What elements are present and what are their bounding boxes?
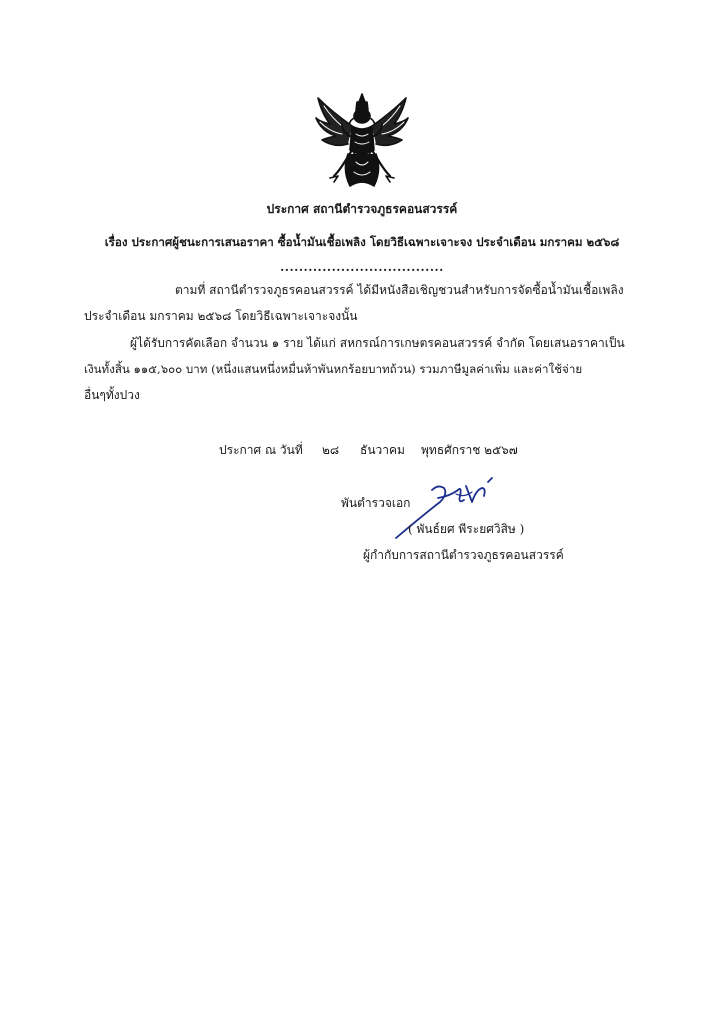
paragraph-1-line-2: ประจำเดือน มกราคม ๒๕๖๘ โดยวิธีเฉพาะเจาะจงนั้น [84, 309, 358, 323]
announce-date-prefix: ประกาศ ณ วันที่ [219, 443, 303, 457]
document-title: ประกาศ สถานีตำรวจภูธรคอนสวรรค์ [266, 202, 458, 216]
garuda-emblem-icon [312, 92, 412, 190]
announce-day: ๒๘ [322, 443, 340, 457]
paragraph-2-line-3: อื่นๆทั้งปวง [84, 388, 140, 402]
signer-position: ผู้กำกับการสถานีตำรวจภูธรคอนสวรรค์ [363, 548, 564, 562]
signer-name: ( พันธ์ยศ พีระยศวิสิษ ) [408, 522, 525, 536]
paragraph-2-line-2: เงินทั้งสิ้น ๑๑๕,๖๐๐ บาท (หนึ่งแสนหนึ่งหมื่นห้าพันหกร้อยบาทถ้วน) รวมภาษีมูลค่าเพิ่ม และค่าใช้จ่าย [84, 362, 583, 376]
separator-dots: ................................... [280, 260, 444, 274]
paragraph-2-line-1: ผู้ได้รับการคัดเลือก จำนวน ๑ ราย ได้แก่ สหกรณ์การเกษตรคอนสวรรค์ จำกัด โดยเสนอราคาเป็น [130, 336, 625, 350]
document-subject: เรื่อง ประกาศผู้ชนะการเสนอราคา ซื้อน้ำมันเชื้อเพลิง โดยวิธีเฉพาะเจาะจง ประจำเดือน มกราคม ๒๕๖๘ [104, 235, 620, 249]
announce-year: พุทธศักราช ๒๕๖๗ [421, 443, 518, 457]
announce-month: ธันวาคม [360, 443, 405, 457]
paragraph-1-line-1: ตามที่ สถานีตำรวจภูธรคอนสวรรค์ ได้มีหนังสือเชิญชวนสำหรับการจัดซื้อน้ำมันเชื้อเพลิง [175, 283, 624, 297]
signer-rank: พันตำรวจเอก [341, 496, 411, 510]
